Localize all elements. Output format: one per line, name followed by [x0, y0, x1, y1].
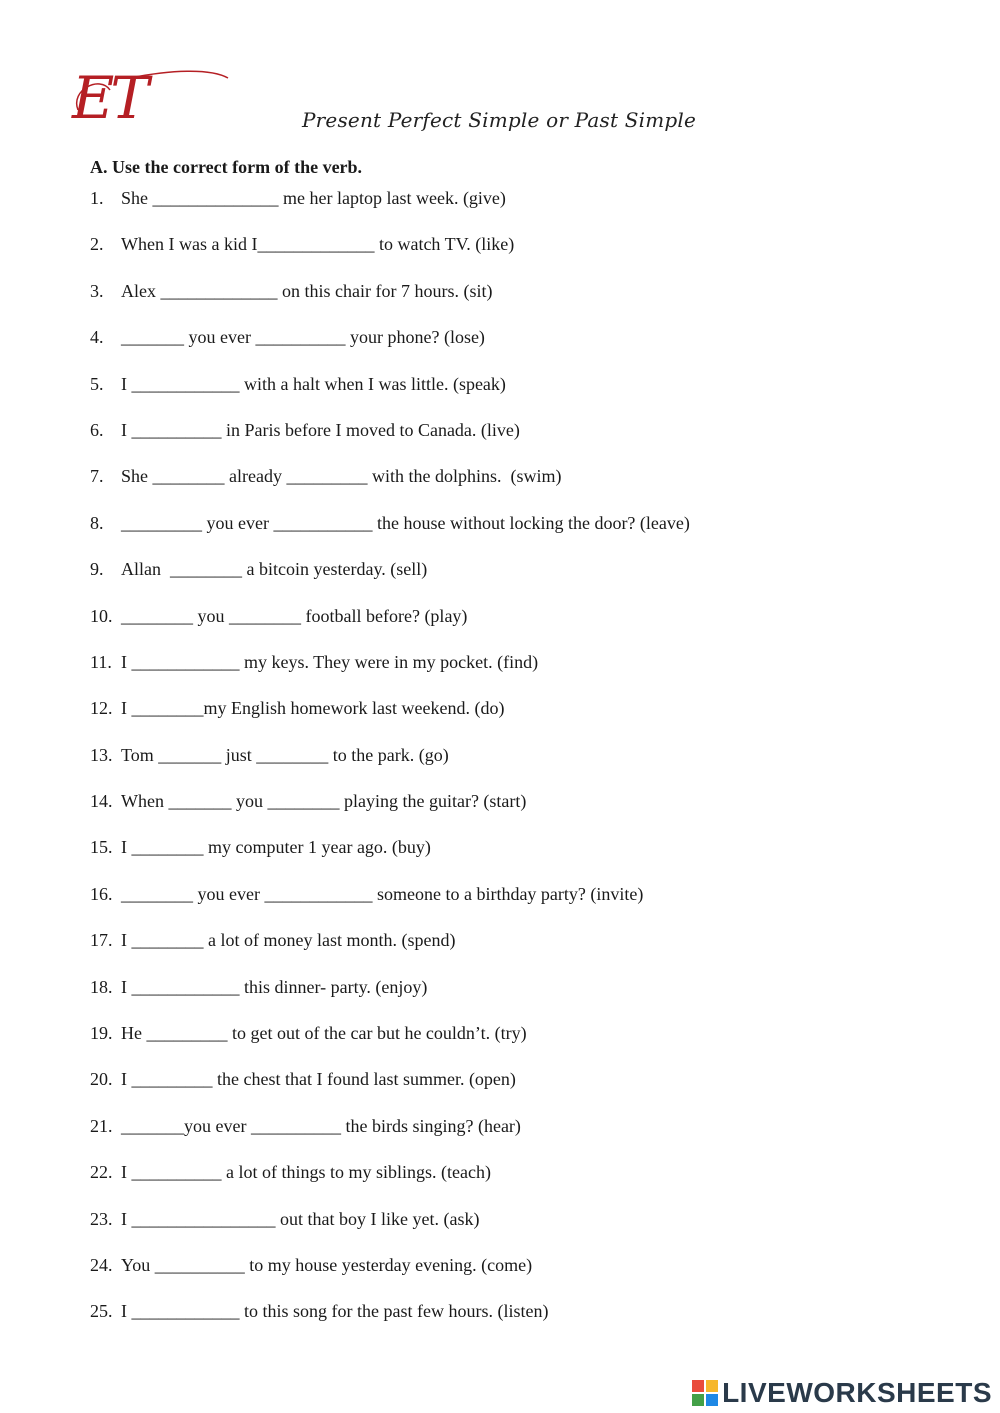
item-number: 9.	[90, 559, 104, 580]
item-number: 22.	[90, 1162, 113, 1183]
exercise-item	[90, 604, 690, 650]
item-text: ________ you ________ football before? (play)	[121, 605, 468, 626]
item-text: Tom _______ just ________ to the park. (go)	[121, 744, 449, 765]
exercise-item	[90, 186, 690, 232]
item-text: I ____________ this dinner- party. (enjoy)	[121, 976, 428, 997]
item-number: 21.	[90, 1115, 113, 1136]
item-text: I ________________ out that boy I like yet. (ask)	[121, 1208, 480, 1229]
item-number: 12.	[90, 698, 113, 719]
item-text: When _______ you ________ playing the guitar? (start)	[121, 791, 527, 812]
item-number: 20.	[90, 1069, 113, 1090]
exercise-item	[90, 1067, 690, 1113]
item-number: 6.	[90, 419, 104, 440]
item-text: _______ you ever __________ your phone? (lose)	[121, 327, 485, 348]
item-number: 1.	[90, 188, 104, 208]
item-text: _______you ever __________ the birds singing? (hear)	[121, 1115, 521, 1136]
item-text: He _________ to get out of the car but he couldn’t. (try)	[121, 1023, 527, 1044]
item-text: I ____________ to this song for the past few hours. (listen)	[121, 1301, 549, 1322]
exercise-item	[90, 418, 690, 464]
item-text: She ______________ me her laptop last week. (give)	[121, 188, 506, 208]
item-text: I _________ the chest that I found last summer. (open)	[121, 1069, 516, 1090]
exercise-item	[90, 1299, 690, 1345]
exercise-item	[90, 650, 690, 696]
item-text: Allan ________ a bitcoin yesterday. (sell)	[121, 559, 428, 580]
item-text: _________ you ever ___________ the house without locking the door? (leave)	[121, 512, 690, 533]
footer-brand-text: LIVEWORKSHEETS	[722, 1377, 992, 1408]
exercise-item	[90, 511, 690, 557]
item-text: I ____________ with a halt when I was little. (speak)	[121, 373, 506, 394]
exercise-item	[90, 696, 690, 742]
section-heading: A. Use the correct form of the verb.	[90, 157, 363, 177]
item-number: 8.	[90, 512, 104, 533]
logo	[70, 64, 230, 140]
item-number: 7.	[90, 466, 104, 487]
exercise-item	[90, 743, 690, 789]
item-number: 23.	[90, 1208, 113, 1229]
item-text: I ________ my computer 1 year ago. (buy)	[121, 837, 431, 858]
exercise-item	[90, 789, 690, 835]
item-number: 3.	[90, 280, 104, 301]
liveworksheets-logo-icon	[692, 1380, 718, 1406]
exercise-item	[90, 464, 690, 510]
exercise-item	[90, 1253, 690, 1299]
item-text: I ________ a lot of money last month. (spend)	[121, 930, 456, 951]
exercise-list	[90, 186, 690, 1346]
item-number: 15.	[90, 837, 113, 858]
item-text: I __________ a lot of things to my siblings. (teach)	[121, 1162, 491, 1183]
exercise-item	[90, 325, 690, 371]
exercise-item	[90, 882, 690, 928]
item-text: She ________ already _________ with the dolphins. (swim)	[121, 466, 562, 487]
item-number: 4.	[90, 327, 104, 348]
item-text: ________ you ever ____________ someone to a birthday party? (invite)	[121, 883, 644, 904]
item-number: 19.	[90, 1023, 113, 1044]
exercise-item	[90, 1114, 690, 1160]
exercise-item	[90, 928, 690, 974]
item-text: Alex _____________ on this chair for 7 hours. (sit)	[121, 280, 493, 301]
item-number: 14.	[90, 791, 113, 812]
item-number: 25.	[90, 1301, 113, 1322]
item-number: 13.	[90, 744, 113, 765]
item-number: 10.	[90, 605, 113, 626]
page-title: Present Perfect Simple or Past Simple	[302, 108, 697, 132]
exercise-item	[90, 975, 690, 1021]
item-text: I ____________ my keys. They were in my pocket. (find)	[121, 651, 539, 672]
footer-brand	[692, 1378, 992, 1408]
exercise-item	[90, 835, 690, 881]
item-number: 11.	[90, 651, 112, 672]
item-text: When I was a kid I_____________ to watch TV. (like)	[121, 234, 515, 255]
exercise-item	[90, 372, 690, 418]
exercise-item	[90, 232, 690, 278]
exercise-item	[90, 557, 690, 603]
item-text: You __________ to my house yesterday evening. (come)	[121, 1254, 533, 1275]
exercise-item	[90, 1160, 690, 1206]
exercise-item	[90, 1021, 690, 1067]
item-number: 5.	[90, 373, 104, 394]
item-number: 2.	[90, 234, 104, 255]
exercise-item	[90, 279, 690, 325]
item-number: 17.	[90, 930, 113, 951]
item-number: 16.	[90, 883, 113, 904]
item-text: I ________my English homework last weekend. (do)	[121, 698, 505, 719]
item-number: 18.	[90, 976, 113, 997]
logo-text: ET	[72, 64, 146, 132]
item-text: I __________ in Paris before I moved to Canada. (live)	[121, 419, 520, 440]
item-number: 24.	[90, 1254, 113, 1275]
exercise-item	[90, 1207, 690, 1253]
